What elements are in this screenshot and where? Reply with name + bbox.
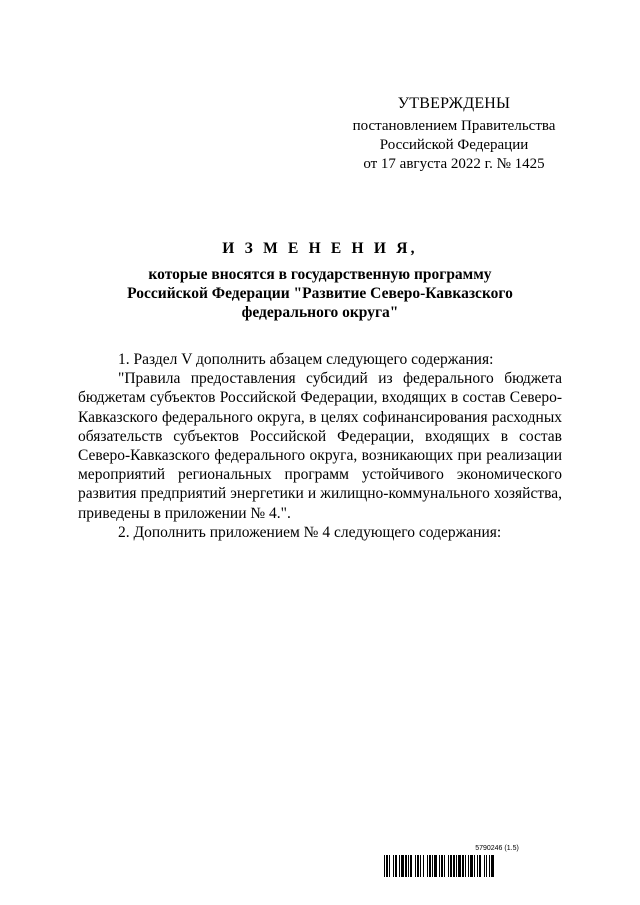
barcode-icon (384, 855, 570, 877)
barcode-block (384, 845, 570, 877)
approval-line-1: постановлением Правительства (352, 118, 556, 134)
approval-line-2: Российской Федерации (379, 137, 529, 153)
paragraph-3: 2. Дополнить приложением № 4 следующего содержания: (118, 523, 502, 541)
barcode-number: 5790246 (1.5) (475, 845, 519, 852)
subtitle-line-3: федерального округа" (241, 304, 399, 321)
subtitle-line-2: Российской Федерации "Развитие Северо-Кавказского (127, 285, 513, 302)
approval-line-3: от 17 августа 2022 г. № 1425 (363, 156, 545, 172)
subtitle-line-1: которые вносятся в государственную программу (148, 266, 492, 283)
approved-label: УТВЕРЖДЕНЫ (397, 95, 511, 112)
paragraph-2: "Правила предоставления субсидий из федерального бюджета бюджетам субъектов Российской Федерации, входящих в состав Северо-Кавказского федерального округа, в целях софинансирования расходных обязательств субъектов Российской Федерации, входящих в состав Северо-Кавказского федерального округа, возникающих при реализации мероприятий региональных программ устойчивого экономического развития предприятий энергетики и жилищно-коммунального хозяйства, приведены в приложении № 4.". (78, 370, 562, 522)
paragraph-1: 1. Раздел V дополнить абзацем следующего содержания: (118, 351, 494, 368)
approval-block (340, 94, 568, 174)
document-title: И З М Е Н Е Н И Я, (222, 240, 418, 257)
document-body (78, 350, 562, 542)
document-subtitle (80, 265, 560, 322)
